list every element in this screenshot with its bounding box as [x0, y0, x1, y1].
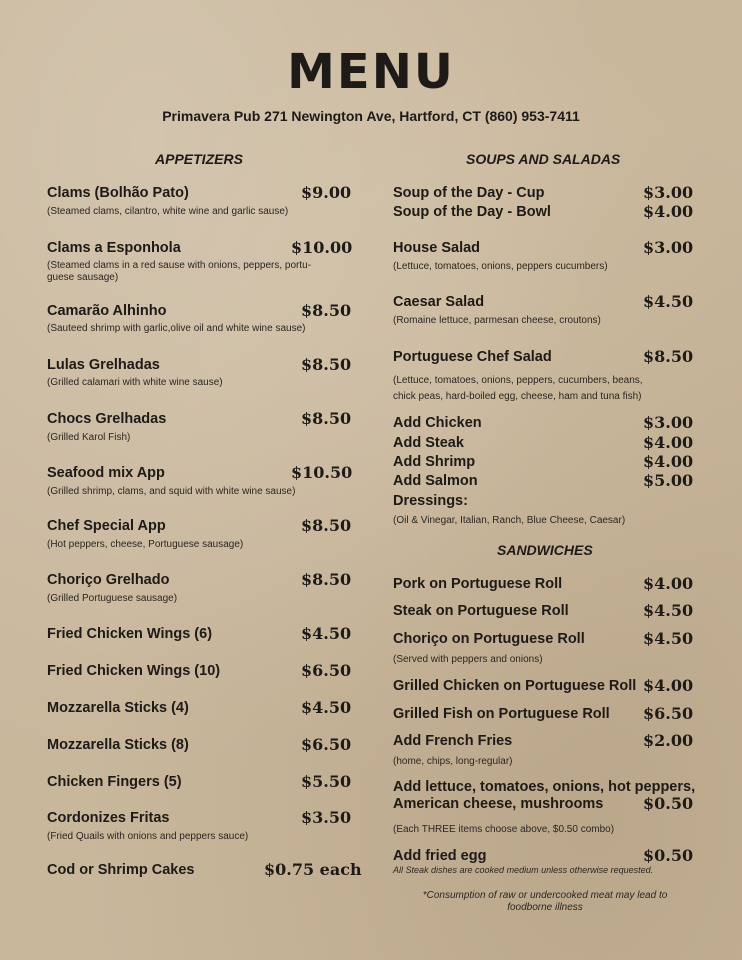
menu-item-price: $8.50 — [301, 570, 352, 589]
menu-item-price: $8.50 — [301, 355, 352, 374]
menu-item-price: $8.50 — [643, 347, 694, 366]
menu-item-name: Clams (Bolhão Pato) — [47, 185, 189, 201]
menu-item-price: $0.50 — [643, 846, 694, 865]
menu-item-description: (Grilled Portuguese sausage) — [47, 593, 178, 604]
footnote: *Consumption of raw or undercooked meat may lead to foodborne illness — [422, 890, 668, 913]
menu-item-name: Choriço on Portuguese Roll — [393, 631, 585, 647]
menu-item-price: $4.00 — [643, 452, 694, 471]
menu-item-name: Seafood mix App — [47, 465, 165, 481]
menu-item-name: Soup of the Day - Bowl — [393, 204, 551, 220]
menu-item-name: Add lettuce, tomatoes, onions, hot peppers, American cheese, mushrooms — [393, 779, 696, 812]
menu-item-price: $6.50 — [301, 735, 352, 754]
menu-title: MENU — [287, 44, 455, 100]
menu-item-name: Camarão Alhinho — [47, 303, 167, 319]
menu-item-price: $0.50 — [643, 794, 694, 813]
sandwiches-heading: SANDWICHES — [497, 542, 593, 558]
menu-item-description: (Fried Quails with onions and peppers sauce) — [47, 831, 249, 842]
menu-item-price: $10.00 — [291, 238, 353, 257]
menu-item-name: Fried Chicken Wings (10) — [47, 663, 221, 679]
menu-item-name: Add Shrimp — [393, 454, 476, 470]
menu-item-price: $4.50 — [643, 601, 694, 620]
menu-item-description: (Grilled shrimp, clams, and squid with white wine sause) — [47, 486, 296, 497]
menu-item-description: (Sauteed shrimp with garlic,olive oil and white wine sause) — [47, 323, 306, 334]
menu-item-description: (Steamed clams in a red sause with onions, peppers, portu- guese sausage) — [47, 260, 312, 283]
menu-item-price: $4.50 — [301, 698, 352, 717]
menu-item-name: Lulas Grelhadas — [47, 357, 160, 373]
menu-item-price: $3.50 — [301, 808, 352, 827]
menu-item-price: $6.50 — [643, 704, 694, 723]
menu-item-name: Chicken Fingers (5) — [47, 774, 182, 790]
menu-item-price: $3.00 — [643, 238, 694, 257]
menu-item-description: (Grilled Karol Fish) — [47, 432, 131, 443]
menu-item-price: $8.50 — [301, 516, 352, 535]
menu-item-name: Cordonizes Fritas — [47, 810, 170, 826]
menu-item-price: $10.50 — [291, 463, 353, 482]
menu-item-price: $8.50 — [301, 409, 352, 428]
soups-heading: SOUPS AND SALADAS — [466, 151, 621, 167]
menu-item-price: $4.00 — [643, 676, 694, 695]
menu-item-description: (Romaine lettuce, parmesan cheese, croutons) — [393, 315, 601, 326]
menu-item-name: Steak on Portuguese Roll — [393, 603, 569, 619]
menu-item-description: (Each THREE items choose above, $0.50 combo) — [393, 824, 615, 835]
menu-item-description: (Lettuce, tomatoes, onions, peppers cucumbers) — [393, 261, 608, 272]
menu-item-name: Clams a Esponhola — [47, 240, 181, 256]
menu-item-description: (Lettuce, tomatoes, onions, peppers, cucumbers, beans, chick peas, hard-boiled egg, cheese, ham and tuna fish) — [393, 375, 643, 402]
menu-item-price: $6.50 — [301, 661, 352, 680]
appetizers-heading: APPETIZERS — [155, 151, 243, 167]
menu-item-price: $3.00 — [643, 183, 694, 202]
menu-item-price: $9.00 — [301, 183, 352, 202]
restaurant-address: Primavera Pub 271 Newington Ave, Hartford, CT (860) 953-7411 — [162, 108, 580, 124]
menu-item-name: Mozzarella Sticks (4) — [47, 700, 189, 716]
menu-item-price: $4.50 — [643, 292, 694, 311]
menu-item-name: Dressings: — [393, 493, 468, 509]
menu-item-name: Choriço Grelhado — [47, 572, 170, 588]
menu-item-price: $4.00 — [643, 574, 694, 593]
menu-item-price: $5.50 — [301, 772, 352, 791]
menu-item-name: Soup of the Day - Cup — [393, 185, 545, 201]
menu-item-price: $5.00 — [643, 471, 694, 490]
menu-item-name: Chocs Grelhadas — [47, 411, 167, 427]
menu-item-name: Cod or Shrimp Cakes — [47, 862, 195, 878]
menu-item-name: Add Chicken — [393, 415, 482, 431]
menu-item-price: $4.00 — [643, 433, 694, 452]
menu-item-price: $3.00 — [643, 413, 694, 432]
menu-item-description: (home, chips, long-regular) — [393, 756, 513, 767]
menu-item-name: Add French Fries — [393, 733, 513, 749]
menu-item-name: Portuguese Chef Salad — [393, 349, 552, 365]
menu-item-price: $4.50 — [301, 624, 352, 643]
menu-item-name: House Salad — [393, 240, 481, 256]
menu-item-name: Add Salmon — [393, 473, 478, 489]
menu-item-price: $4.00 — [643, 202, 694, 221]
menu-item-name: Add Steak — [393, 435, 464, 451]
menu-item-description: (Hot peppers, cheese, Portuguese sausage) — [47, 539, 244, 550]
menu-item-price: $4.50 — [643, 629, 694, 648]
menu-item-description: (Served with peppers and onions) — [393, 654, 543, 665]
menu-item-name: Pork on Portuguese Roll — [393, 576, 563, 592]
menu-item-name: Caesar Salad — [393, 294, 485, 310]
menu-item-name: Fried Chicken Wings (6) — [47, 626, 213, 642]
menu-item-name: Mozzarella Sticks (8) — [47, 737, 189, 753]
menu-item-price: $0.75 each — [264, 860, 362, 879]
menu-item-name: Chef Special App — [47, 518, 166, 534]
menu-item-price: $2.00 — [643, 731, 694, 750]
menu-item-description: (Oil & Vinegar, Italian, Ranch, Blue Cheese, Caesar) — [393, 515, 626, 526]
menu-item-name: Grilled Chicken on Portuguese Roll — [393, 678, 637, 694]
menu-item-name: Add fried egg — [393, 848, 487, 864]
menu-item-description: (Grilled calamari with white wine sause) — [47, 377, 223, 388]
menu-item-description: (Steamed clams, cilantro, white wine and garlic sause) — [47, 206, 289, 217]
steak-note: All Steak dishes are cooked medium unless otherwise requested. — [393, 865, 654, 875]
menu-item-price: $8.50 — [301, 301, 352, 320]
menu-item-name: Grilled Fish on Portuguese Roll — [393, 706, 610, 722]
